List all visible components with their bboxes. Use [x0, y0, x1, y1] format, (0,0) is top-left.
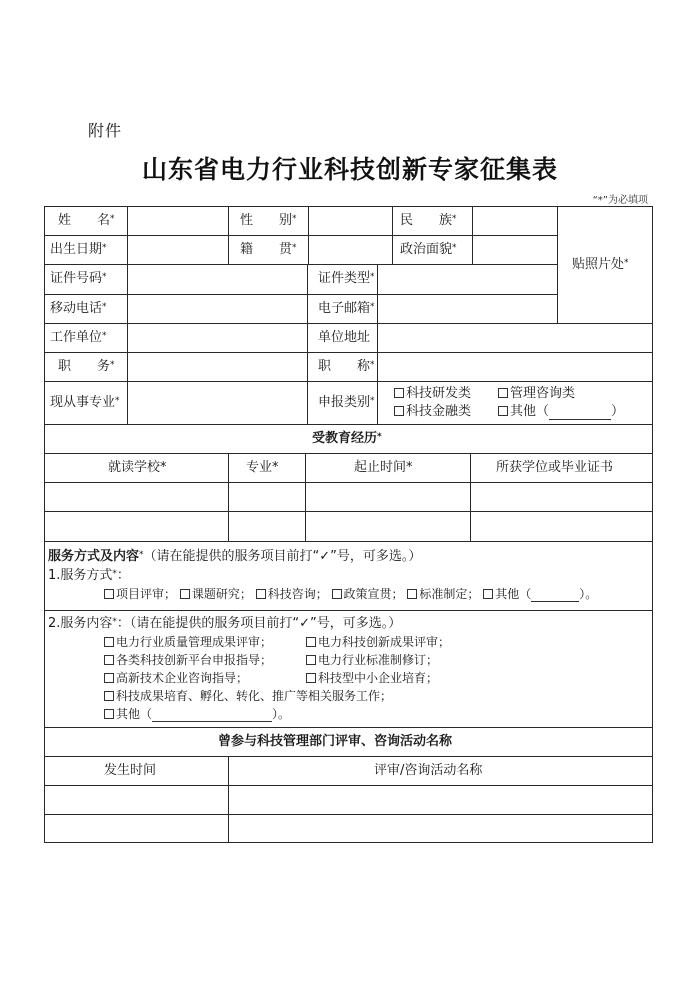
checkbox-icon[interactable] — [104, 637, 114, 647]
checkbox-icon[interactable] — [394, 388, 404, 398]
service-item-sme-cultivation[interactable]: 科技型中小企业培育； — [306, 671, 438, 686]
label-work-unit: 工作单位* — [50, 330, 107, 345]
checkbox-icon[interactable] — [407, 589, 417, 599]
checkbox-icon[interactable] — [104, 589, 114, 599]
label-category: 申报类别* — [318, 395, 375, 410]
checkbox-icon[interactable] — [104, 709, 114, 719]
col-degree: 所获学位或毕业证书 — [496, 460, 614, 475]
label-mobile: 移动电话* — [50, 301, 107, 316]
service-item-innovation-review[interactable]: 电力科技创新成果评审； — [306, 635, 450, 650]
category-option-finance[interactable]: 科技金融类 — [394, 404, 471, 420]
checkbox-icon[interactable] — [498, 406, 508, 416]
photo-placeholder: 贴照片处* — [572, 257, 629, 272]
activities-section-title: 曾参与科技管理部门评审、咨询活动名称 — [218, 734, 453, 749]
label-position: 职 务* — [58, 359, 115, 374]
label-id-number: 证件号码* — [50, 271, 107, 286]
service-item-platform-guidance[interactable]: 各类科技创新平台申报指导； — [104, 653, 272, 668]
checkbox-icon[interactable] — [483, 589, 493, 599]
mode-option-review[interactable]: 项目评审； — [104, 587, 176, 601]
mode-option-consulting[interactable]: 科技咨询； — [256, 587, 328, 601]
label-email: 电子邮箱* — [318, 301, 375, 316]
service-item-other[interactable]: 其他（ ）。 — [104, 707, 290, 722]
checkbox-icon[interactable] — [306, 637, 316, 647]
checkbox-icon[interactable] — [306, 655, 316, 665]
service-item-hightech-consulting[interactable]: 高新技术企业咨询指导； — [104, 671, 248, 686]
category-option-rd[interactable]: 科技研发类 — [394, 386, 471, 402]
category-option-consulting[interactable]: 管理咨询类 — [498, 386, 575, 402]
service-mode-options — [104, 587, 597, 602]
service-item-achievement-transfer[interactable]: 科技成果培育、孵化、转化、推广等相关服务工作； — [104, 689, 392, 704]
service-item-quality-review[interactable]: 电力行业质量管理成果评审； — [104, 635, 272, 650]
col-activity-time: 发生时间 — [104, 763, 157, 778]
col-major: 专业* — [246, 460, 279, 475]
col-activity-name: 评审/咨询活动名称 — [374, 763, 483, 778]
checkbox-icon[interactable] — [332, 589, 342, 599]
attachment-label: 附件 — [88, 121, 123, 140]
col-period: 起止时间* — [354, 460, 413, 475]
label-title-rank: 职 称* — [318, 359, 375, 374]
col-school: 就读学校* — [108, 460, 167, 475]
label-specialty: 现从事专业* — [50, 395, 120, 410]
checkbox-icon[interactable] — [104, 673, 114, 683]
checkbox-icon[interactable] — [104, 691, 114, 701]
mode-option-research[interactable]: 课题研究； — [180, 587, 252, 601]
label-political-status: 政治面貌* — [400, 242, 457, 257]
checkbox-icon[interactable] — [104, 655, 114, 665]
label-name: 姓 名* — [58, 213, 115, 228]
label-id-type: 证件类型* — [318, 271, 375, 286]
mode-option-policy[interactable]: 政策宣贯； — [332, 587, 404, 601]
education-section-title: 受教育经历* — [312, 431, 382, 446]
page-title: 山东省电力行业科技创新专家征集表 — [141, 155, 558, 184]
checkbox-icon[interactable] — [306, 673, 316, 683]
label-gender: 性 别* — [240, 213, 297, 228]
checkbox-icon[interactable] — [498, 388, 508, 398]
service-item-standard-revision[interactable]: 电力行业标准制修订； — [306, 653, 438, 668]
label-unit-address: 单位地址 — [318, 330, 371, 345]
service-mode-label: 1.服务方式*： — [48, 568, 130, 583]
label-birth-date: 出生日期* — [50, 242, 107, 257]
label-native-place: 籍 贯* — [240, 242, 297, 257]
checkbox-icon[interactable] — [256, 589, 266, 599]
required-note: “*”为必填项 — [592, 195, 648, 206]
mode-option-standard[interactable]: 标准制定； — [407, 587, 479, 601]
category-option-other[interactable]: 其他（ ） — [498, 404, 624, 420]
mode-option-other[interactable]: 其他（ ）。 — [483, 587, 597, 601]
checkbox-icon[interactable] — [394, 406, 404, 416]
service-heading: 服务方式及内容*（请在能提供的服务项目前打“✓”号，可多选。） — [48, 549, 422, 564]
checkbox-icon[interactable] — [180, 589, 190, 599]
service-content-label: 2.服务内容*：（请在能提供的服务项目前打“✓”号，可多选。） — [48, 616, 402, 631]
label-ethnicity: 民 族* — [400, 213, 457, 228]
